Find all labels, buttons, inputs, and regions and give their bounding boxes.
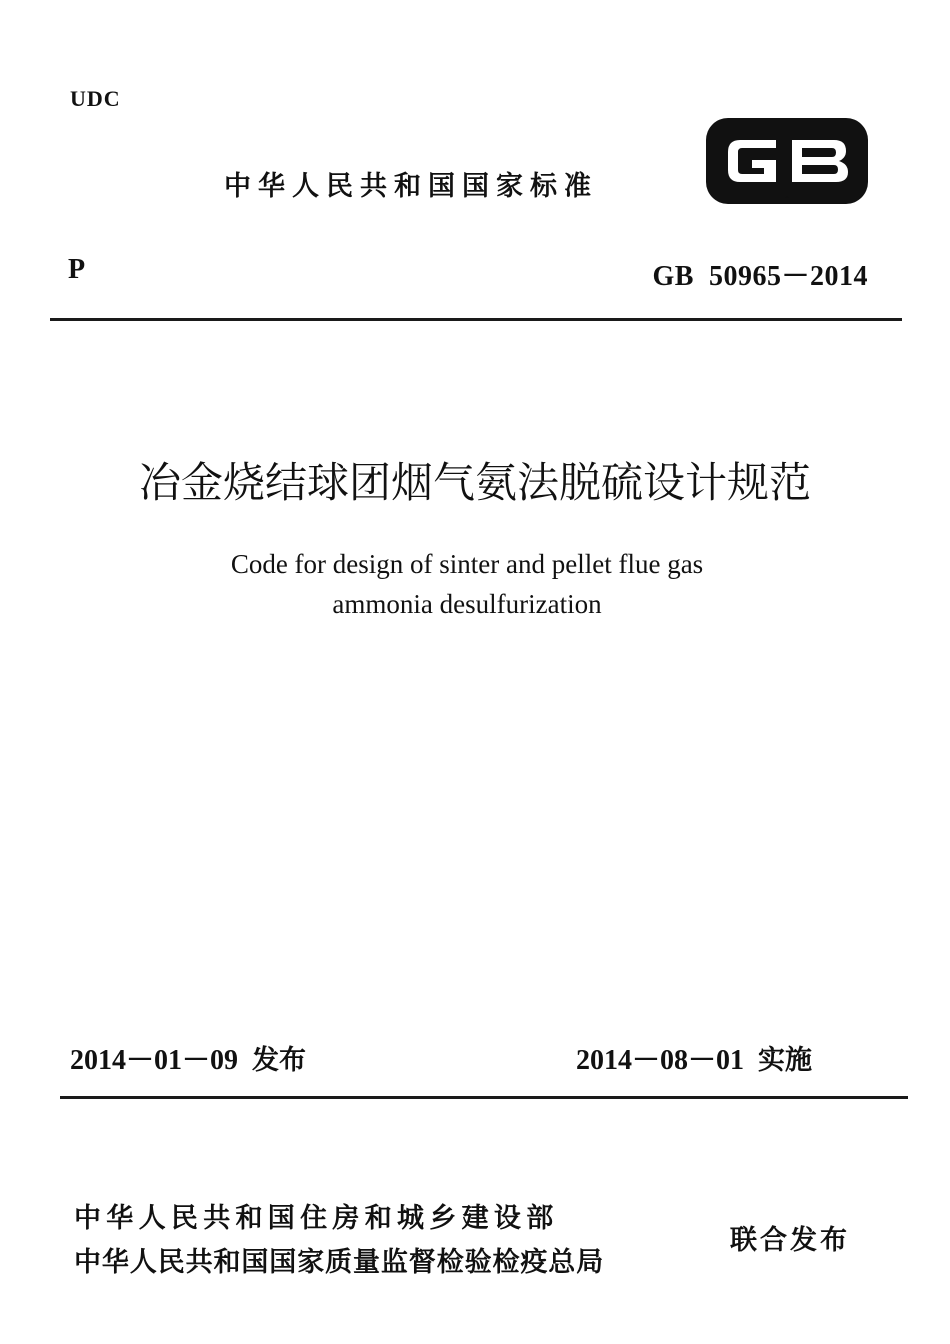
bottom-divider <box>60 1096 908 1099</box>
udc-label: UDC <box>70 86 121 111</box>
implement-label: 实施 <box>758 1045 813 1076</box>
implement-date: 2014－08－01 <box>576 1045 745 1076</box>
english-title-line-1: Code for design of sinter and pellet flue gas <box>230 549 704 579</box>
category-code: P <box>68 254 86 285</box>
chinese-title: 冶金烧结球团烟气氨法脱硫设计规范 <box>138 458 811 507</box>
gb-logo <box>706 118 868 204</box>
english-title <box>0 544 934 624</box>
issuer-ministry-housing: 中华人民共和国住房和城乡建设部 <box>74 1203 559 1234</box>
implement-date-block <box>576 1038 812 1078</box>
publish-date-block <box>70 1038 306 1078</box>
publish-date: 2014－01－09 <box>70 1045 239 1076</box>
standard-number: GB 50965－2014 <box>652 261 868 292</box>
publish-label: 发布 <box>252 1045 307 1076</box>
top-divider <box>50 318 902 321</box>
svg-text:GB: GB <box>785 197 789 199</box>
english-title-line-2: ammonia desulfurization <box>332 589 602 619</box>
issuer-quality-administration: 中华人民共和国国家质量监督检验检疫总局 <box>74 1247 605 1278</box>
standard-type-heading: 中华人民共和国国家标准 <box>224 171 598 202</box>
joint-issue-label: 联合发布 <box>730 1225 850 1256</box>
